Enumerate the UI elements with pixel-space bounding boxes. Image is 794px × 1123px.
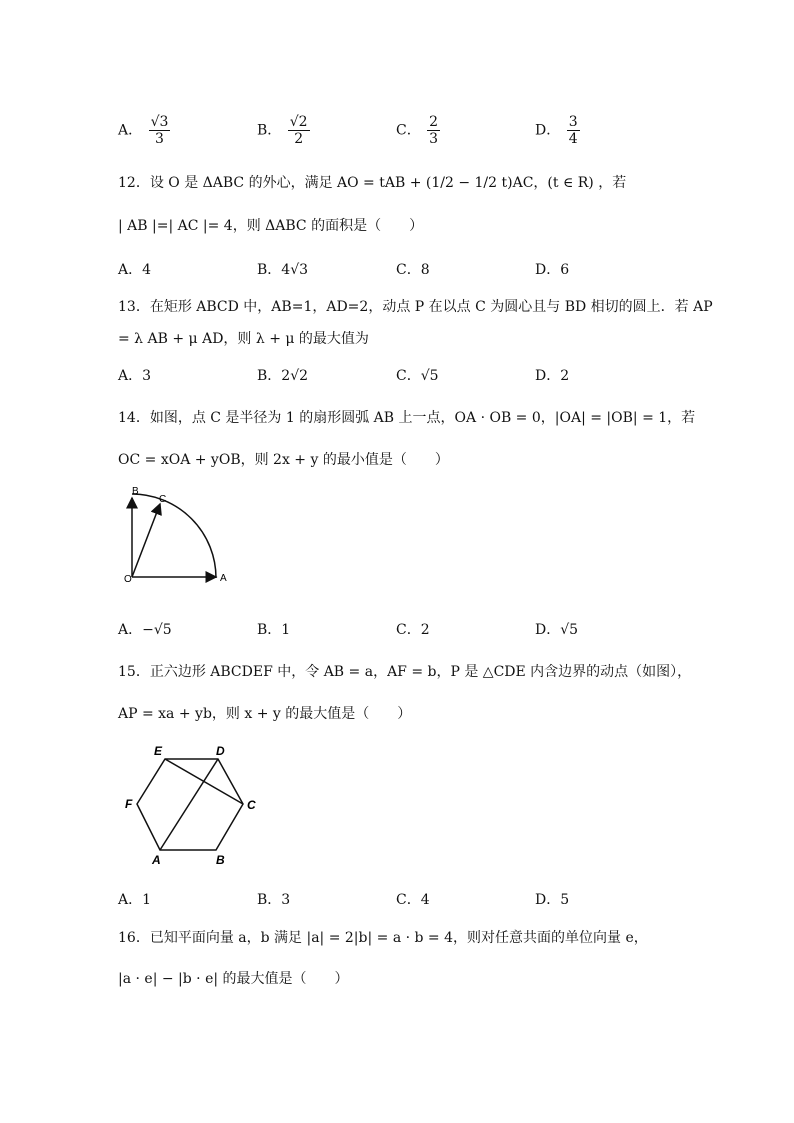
q13-stem-line2: = λ AB + μ AD，则 λ + μ 的最大值为: [118, 331, 369, 347]
q11-option-a: A． $\frac{√3}{3}$: [118, 114, 169, 147]
q16-stem-line1: 16．已知平面向量 a，b 满足 |a| = 2|b| = a · b = 4，则对任意共面的单位向量 e，: [118, 930, 648, 946]
q14-option-d: D．√5: [535, 622, 579, 638]
q14-sector-figure: [118, 482, 238, 590]
label-o: O: [124, 574, 132, 585]
q13-stem-line1: 13．在矩形 ABCD 中，AB=1，AD=2，动点 P 在以点 C 为圆心且与 BD 相切的圆上．若 AP: [118, 299, 713, 315]
q14-option-c: C．2: [396, 622, 430, 638]
sector-arc: [132, 494, 216, 578]
q16-stem-line2: |a · e| − |b · e| 的最大值是（ ）: [118, 971, 349, 987]
vector-oc: [132, 504, 160, 577]
q12-option-b: B．4√3: [257, 262, 309, 278]
label-a: A: [220, 573, 227, 584]
label-a: A: [152, 853, 161, 867]
q15-stem-line2: AP = xa + yb，则 x + y 的最大值是（ ）: [118, 706, 412, 722]
q12-stem-line2: | AB |=| AC |= 4，则 ΔABC 的面积是（ ）: [118, 218, 424, 234]
q13-option-a: A．3: [118, 368, 152, 384]
q11-option-c: C． $\frac{2}{3}$: [396, 114, 439, 147]
label-c: C: [159, 494, 167, 505]
q12-option-a: A．4: [118, 262, 152, 278]
label-d: D: [216, 744, 225, 758]
q11-option-b: B． $\frac{√2}{2}$: [257, 114, 308, 147]
q15-hexagon-figure: [122, 742, 262, 867]
label-e: E: [154, 744, 163, 758]
q12-stem-line1: 12．设 O 是 ΔABC 的外心，满足 AO = tAB + (1/2 − 1/2 t)AC，(t ∈ R) ，若: [118, 175, 627, 191]
q14-stem-line2: OC = xOA + yOB，则 2x + y 的最小值是（ ）: [118, 452, 449, 468]
label-c: C: [247, 798, 256, 812]
q12-option-c: C．8: [396, 262, 430, 278]
q13-option-b: B．2√2: [257, 368, 309, 384]
q14-option-b: B．1: [257, 622, 291, 638]
q14-option-a: A．−√5: [118, 622, 172, 638]
q13-option-d: D．2: [535, 368, 570, 384]
q15-option-a: A．1: [118, 892, 152, 908]
q15-option-c: C．4: [396, 892, 430, 908]
q15-stem-line1: 15．正六边形 ABCDEF 中，令 AB = a，AF = b，P 是 △CDE 内含边界的动点（如图），: [118, 664, 692, 680]
label-b: B: [132, 486, 139, 497]
label-b: B: [216, 853, 225, 867]
q15-option-d: D．5: [535, 892, 570, 908]
q15-option-b: B．3: [257, 892, 291, 908]
q12-option-d: D．6: [535, 262, 570, 278]
q13-option-c: C．√5: [396, 368, 439, 384]
q14-stem-line1: 14．如图，点 C 是半径为 1 的扇形圆弧 AB 上一点，OA · OB = 0，|OA| = |OB| = 1，若: [118, 410, 696, 426]
q11-option-d: D． $\frac{3}{4}$: [535, 114, 578, 147]
label-f: F: [125, 797, 133, 811]
